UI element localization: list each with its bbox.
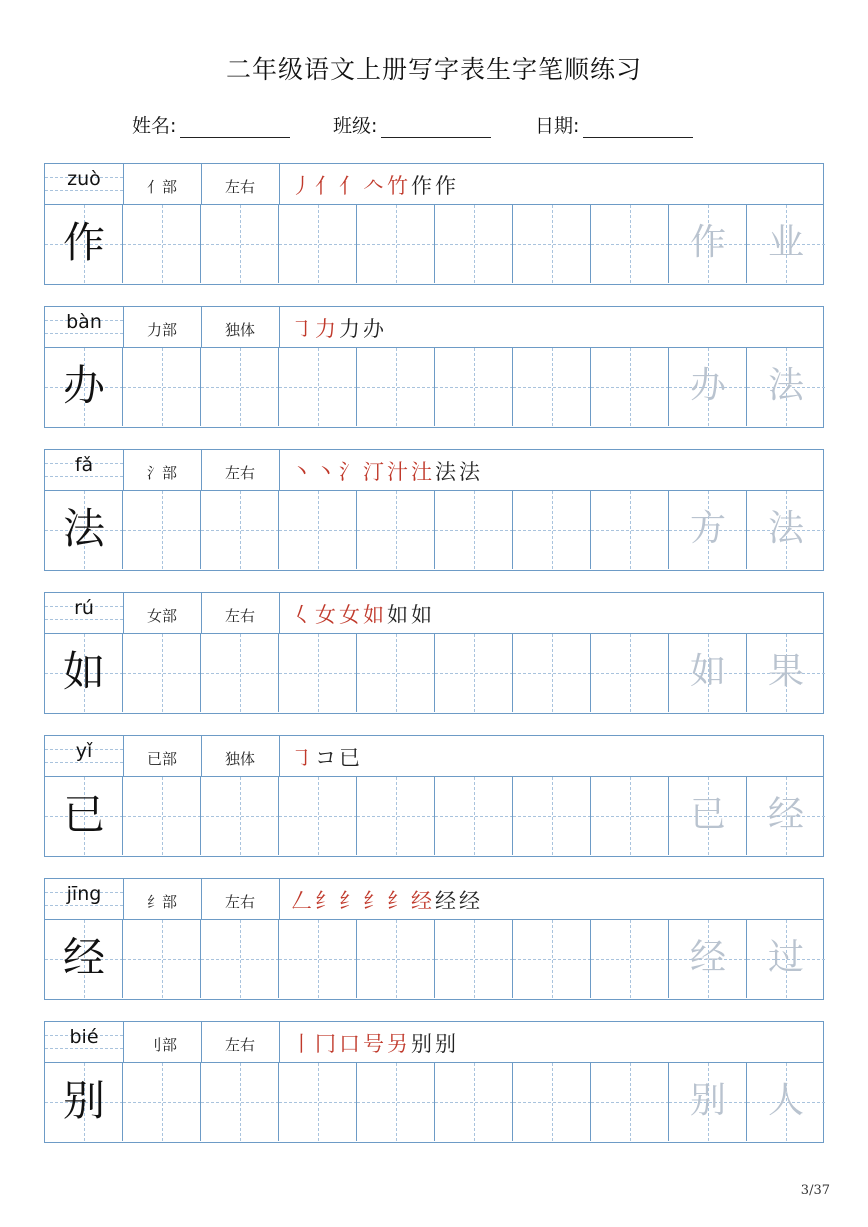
char-block <box>44 592 824 714</box>
pinyin-cell <box>45 593 123 633</box>
grid-cell <box>747 634 825 712</box>
stroke-step: 纟 <box>387 889 411 913</box>
word-char: 如 <box>689 651 726 692</box>
writing-grid <box>44 920 824 1000</box>
char-header-row <box>44 1021 824 1063</box>
stroke-step: 丶 <box>291 460 315 484</box>
grid-cell[interactable] <box>591 777 669 855</box>
stroke-step: 如 <box>387 603 411 627</box>
stroke-step: 丿 <box>291 174 315 198</box>
grid-cell[interactable] <box>435 920 513 998</box>
stroke-step: 别 <box>411 1032 435 1056</box>
model-character: 别 <box>62 1076 105 1125</box>
word-char: 果 <box>767 651 804 692</box>
grid-cell[interactable] <box>591 205 669 283</box>
grid-cell[interactable] <box>435 634 513 712</box>
word-char: 法 <box>767 365 804 406</box>
radical: 氵部 <box>146 464 177 482</box>
stroke-step: 已 <box>339 746 363 770</box>
grid-cell[interactable] <box>123 205 201 283</box>
grid-cell[interactable] <box>279 777 357 855</box>
grid-cell[interactable] <box>123 1063 201 1141</box>
structure: 左右 <box>224 607 255 625</box>
grid-cell[interactable] <box>279 634 357 712</box>
grid-cell[interactable] <box>201 491 279 569</box>
writing-grid <box>44 1063 824 1143</box>
grid-cell[interactable] <box>591 491 669 569</box>
grid-cell[interactable] <box>513 348 591 426</box>
pinyin-cell <box>45 879 123 919</box>
grid-cell[interactable] <box>123 634 201 712</box>
stroke-step: 女 <box>339 603 363 627</box>
model-character: 已 <box>62 790 105 839</box>
grid-cell <box>45 1063 123 1141</box>
stroke-step: 办 <box>363 317 387 341</box>
date-label: 日期: <box>535 115 580 137</box>
word-char: 经 <box>767 794 804 835</box>
stroke-order <box>291 1028 459 1058</box>
stroke-order <box>291 170 459 200</box>
stroke-step: 𠆢 <box>363 174 387 198</box>
grid-cell[interactable] <box>435 205 513 283</box>
stroke-step: 𠃋 <box>291 889 315 913</box>
pinyin-cell <box>45 736 123 776</box>
word-char: 别 <box>689 1080 726 1121</box>
char-header-row <box>44 163 824 205</box>
grid-cell <box>45 491 123 569</box>
char-block <box>44 306 824 428</box>
grid-cell <box>669 491 747 569</box>
structure: 左右 <box>224 178 255 196</box>
grid-cell[interactable] <box>201 348 279 426</box>
pinyin: bié <box>69 1026 99 1048</box>
class-blank[interactable] <box>381 119 491 138</box>
pinyin-cell <box>45 450 123 490</box>
stroke-step: 汀 <box>363 460 387 484</box>
stroke-step: 力 <box>315 317 339 341</box>
grid-cell[interactable] <box>591 348 669 426</box>
grid-cell[interactable] <box>201 920 279 998</box>
pinyin: rú <box>74 597 94 619</box>
stroke-step: 纟 <box>339 889 363 913</box>
grid-cell[interactable] <box>357 634 435 712</box>
grid-cell <box>669 348 747 426</box>
radical: 亻部 <box>146 178 177 196</box>
stroke-step: 经 <box>435 889 459 913</box>
grid-cell[interactable] <box>201 777 279 855</box>
word-char: 办 <box>689 365 726 406</box>
grid-cell[interactable] <box>279 920 357 998</box>
pinyin: jīng <box>66 883 102 905</box>
grid-cell[interactable] <box>201 634 279 712</box>
stroke-step: 亻 <box>339 174 363 198</box>
grid-cell <box>669 205 747 283</box>
stroke-step: 口 <box>339 1032 363 1056</box>
stroke-step: 纟 <box>363 889 387 913</box>
word-char: 过 <box>767 937 804 978</box>
grid-cell <box>747 777 825 855</box>
stroke-step: 经 <box>411 889 435 913</box>
grid-cell[interactable] <box>435 777 513 855</box>
grid-cell[interactable] <box>513 634 591 712</box>
word-char: 方 <box>689 508 726 549</box>
stroke-step: 纟 <box>315 889 339 913</box>
model-character: 作 <box>62 218 105 267</box>
grid-cell[interactable] <box>279 348 357 426</box>
writing-grid <box>44 348 824 428</box>
stroke-step: 法 <box>435 460 459 484</box>
page-title: 二年级语文上册写字表生字笔顺练习 <box>225 55 642 84</box>
structure: 独体 <box>224 321 255 339</box>
grid-cell[interactable] <box>513 1063 591 1141</box>
grid-cell <box>45 348 123 426</box>
radical: 力部 <box>146 321 177 339</box>
structure: 左右 <box>224 893 255 911</box>
writing-grid <box>44 634 824 714</box>
stroke-step: 如 <box>411 603 435 627</box>
writing-grid <box>44 491 824 571</box>
stroke-step: ㇆ <box>291 317 315 341</box>
grid-cell[interactable] <box>513 491 591 569</box>
grid-cell <box>45 634 123 712</box>
stroke-step: 号 <box>363 1032 387 1056</box>
class-field <box>333 111 491 138</box>
char-header-row <box>44 592 824 634</box>
stroke-order <box>291 885 483 915</box>
grid-cell[interactable] <box>123 777 201 855</box>
stroke-order <box>291 313 387 343</box>
structure: 左右 <box>224 464 255 482</box>
pinyin: bàn <box>66 311 102 333</box>
radical: 已部 <box>146 750 177 768</box>
model-character: 办 <box>62 361 105 410</box>
page-number: 3/37 <box>800 1183 830 1198</box>
class-label: 班级: <box>333 115 378 137</box>
char-block <box>44 1021 824 1143</box>
stroke-step: 别 <box>435 1032 459 1056</box>
writing-grid <box>44 777 824 857</box>
pinyin-cell <box>45 164 123 204</box>
stroke-step: 汁 <box>387 460 411 484</box>
grid-cell <box>45 920 123 998</box>
stroke-step: 力 <box>339 317 363 341</box>
writing-grid <box>44 205 824 285</box>
word-char: 已 <box>689 794 726 835</box>
stroke-step: 𡿨 <box>291 603 315 627</box>
stroke-step: 经 <box>459 889 483 913</box>
stroke-order <box>291 599 435 629</box>
char-header-row <box>44 449 824 491</box>
date-field <box>535 111 693 138</box>
grid-cell <box>747 348 825 426</box>
char-header-row <box>44 878 824 920</box>
stroke-step: 汢 <box>411 460 435 484</box>
pinyin: fǎ <box>74 454 94 476</box>
grid-cell[interactable] <box>357 1063 435 1141</box>
grid-cell[interactable] <box>357 491 435 569</box>
char-block <box>44 878 824 1000</box>
stroke-step: 亻 <box>315 174 339 198</box>
date-blank[interactable] <box>583 119 693 138</box>
stroke-step: 另 <box>387 1032 411 1056</box>
word-char: 人 <box>767 1080 804 1121</box>
grid-cell[interactable] <box>513 777 591 855</box>
grid-cell[interactable] <box>357 348 435 426</box>
grid-cell <box>669 920 747 998</box>
grid-cell[interactable] <box>435 1063 513 1141</box>
word-char: 经 <box>689 937 726 978</box>
stroke-step: 竹 <box>387 174 411 198</box>
pinyin: zuò <box>67 168 101 190</box>
structure: 左右 <box>224 1036 255 1054</box>
word-char: 作 <box>689 222 726 263</box>
grid-cell[interactable] <box>123 491 201 569</box>
name-field <box>132 111 290 138</box>
stroke-step: 作 <box>435 174 459 198</box>
stroke-order <box>291 456 483 486</box>
grid-cell[interactable] <box>435 491 513 569</box>
grid-cell[interactable] <box>591 1063 669 1141</box>
char-block <box>44 449 824 571</box>
grid-cell[interactable] <box>513 205 591 283</box>
grid-cell <box>747 205 825 283</box>
radical: 女部 <box>146 607 177 625</box>
grid-cell <box>669 777 747 855</box>
pinyin-cell <box>45 1022 123 1062</box>
stroke-step: 作 <box>411 174 435 198</box>
grid-cell[interactable] <box>357 777 435 855</box>
word-char: 业 <box>767 222 804 263</box>
radical: 纟部 <box>146 893 177 911</box>
name-label: 姓名: <box>132 115 177 137</box>
char-block <box>44 163 824 285</box>
grid-cell <box>669 1063 747 1141</box>
grid-cell[interactable] <box>123 348 201 426</box>
word-char: 法 <box>767 508 804 549</box>
grid-cell[interactable] <box>201 1063 279 1141</box>
grid-cell[interactable] <box>435 348 513 426</box>
grid-cell[interactable] <box>201 205 279 283</box>
model-character: 法 <box>62 504 105 553</box>
char-header-row <box>44 306 824 348</box>
grid-cell[interactable] <box>513 920 591 998</box>
stroke-step: 女 <box>315 603 339 627</box>
pinyin: yǐ <box>75 740 93 762</box>
model-character: 如 <box>62 647 105 696</box>
stroke-step: 冂 <box>315 1032 339 1056</box>
grid-cell <box>747 491 825 569</box>
stroke-order <box>291 742 363 772</box>
structure: 独体 <box>224 750 255 768</box>
radical: 刂部 <box>146 1036 177 1054</box>
model-character: 经 <box>62 933 105 982</box>
pinyin-cell <box>45 307 123 347</box>
stroke-step: 法 <box>459 460 483 484</box>
grid-cell[interactable] <box>279 491 357 569</box>
grid-cell[interactable] <box>357 205 435 283</box>
stroke-step: コ <box>315 746 339 770</box>
grid-cell[interactable] <box>591 920 669 998</box>
grid-cell[interactable] <box>123 920 201 998</box>
stroke-step: ㇆ <box>291 746 315 770</box>
name-blank[interactable] <box>180 119 290 138</box>
grid-cell <box>45 777 123 855</box>
stroke-step: 如 <box>363 603 387 627</box>
grid-cell[interactable] <box>591 634 669 712</box>
grid-cell[interactable] <box>357 920 435 998</box>
grid-cell <box>669 634 747 712</box>
stroke-step: 丨 <box>291 1032 315 1056</box>
grid-cell <box>747 920 825 998</box>
grid-cell[interactable] <box>279 205 357 283</box>
char-block <box>44 735 824 857</box>
grid-cell <box>747 1063 825 1141</box>
stroke-step: 氵 <box>339 460 363 484</box>
grid-cell <box>45 205 123 283</box>
grid-cell[interactable] <box>279 1063 357 1141</box>
char-header-row <box>44 735 824 777</box>
stroke-step: 丶 <box>315 460 339 484</box>
